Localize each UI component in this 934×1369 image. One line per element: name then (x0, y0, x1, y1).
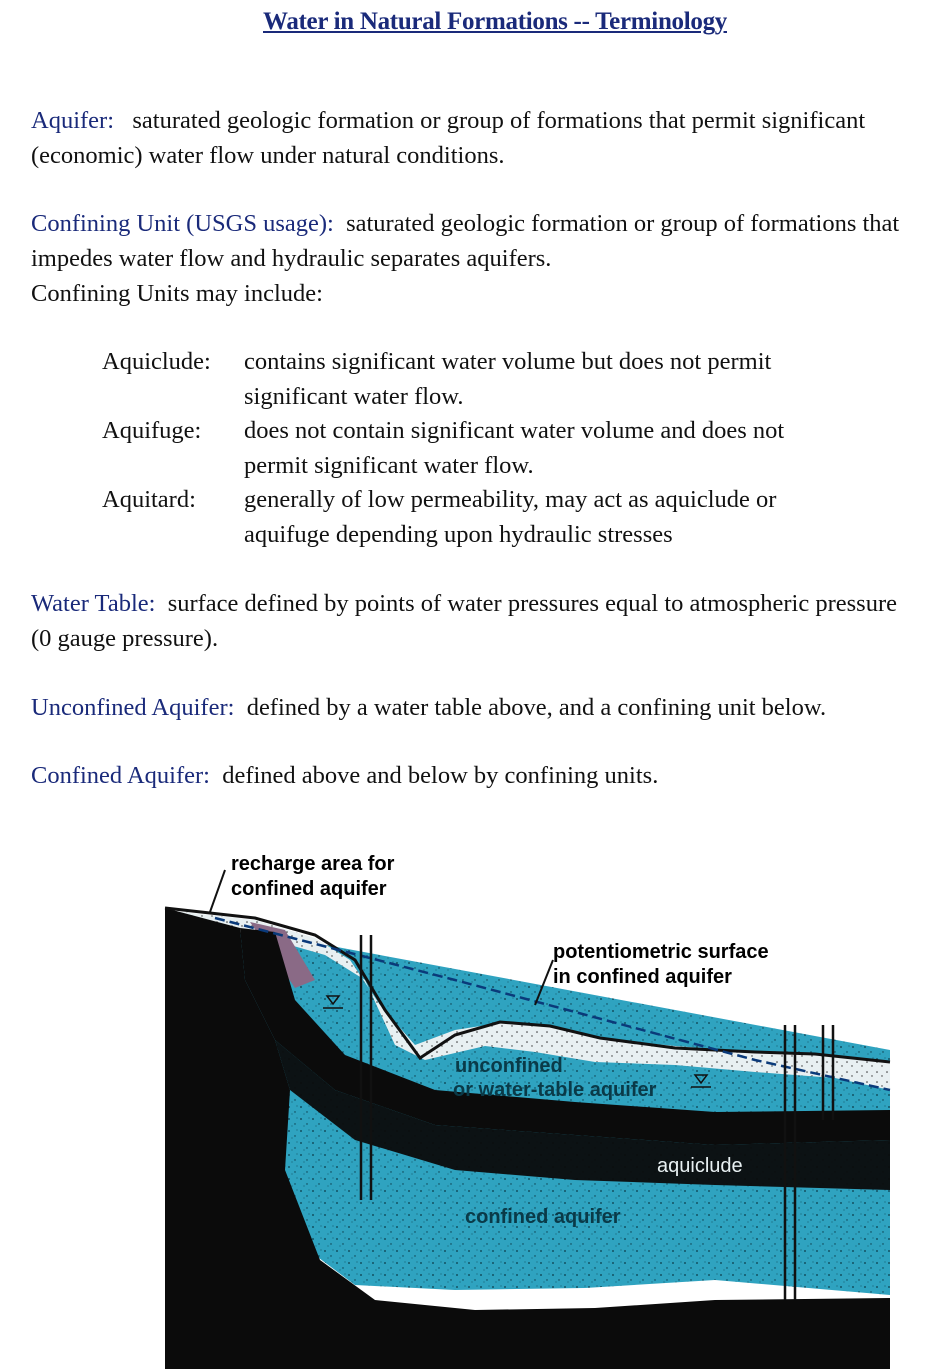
confined-aquifer-definition (31, 758, 921, 793)
potentiometric-label-2: in confined aquifer (553, 966, 732, 988)
unconfined-aquifer-term: Unconfined Aquifer: (31, 694, 235, 721)
unconfined-label-2: or water-table aquifer (453, 1079, 657, 1101)
aquitard-line-1: generally of low permeability, may act as aquiclude or (244, 486, 777, 513)
water-table-term: Water Table: (31, 590, 156, 617)
confining-unit-includes: Confining Units may include: (31, 280, 323, 307)
recharge-label-2: confined aquifer (231, 878, 387, 900)
aquiclude-line-2: significant water flow. (244, 383, 464, 410)
aquifuge-line-1: does not contain significant water volume and does not (244, 417, 785, 444)
aquifuge-line-2: permit significant water flow. (244, 452, 534, 479)
aquiclude-term: Aquiclude: (102, 348, 211, 375)
aquifuge-term: Aquifuge: (102, 417, 202, 444)
confined-aquifer-term: Confined Aquifer: (31, 762, 210, 789)
confined-aquifer-label: confined aquifer (465, 1206, 621, 1228)
potentiometric-label-1: potentiometric surface (553, 941, 769, 963)
confined-aquifer-text: defined above and below by confining units. (222, 762, 659, 789)
aquifer-term: Aquifer: (31, 107, 114, 134)
unconfined-label-1: unconfined (455, 1055, 563, 1077)
confining-unit-definition (31, 206, 921, 311)
unconfined-aquifer-definition (31, 690, 921, 725)
aquiclude-line-1: contains significant water volume but does not permit (244, 348, 772, 375)
aquifer-text: saturated geologic formation or group of formations that permit significant (economic) water flow under natural conditions. (31, 107, 866, 169)
unconfined-aquifer-text: defined by a water table above, and a confining unit below. (246, 694, 827, 721)
page-title: Water in Natural Formations -- Terminology (263, 8, 727, 35)
water-table-text: surface defined by points of water pressures equal to atmospheric pressure (0 gauge pressure). (31, 590, 897, 652)
aquiclude-label: aquiclude (657, 1155, 743, 1177)
confining-unit-text: saturated geologic formation or group of formations that impedes water flow and hydraulic separates aquifers. (31, 210, 900, 272)
aquitard-line-2: aquifuge depending upon hydraulic stresses (244, 521, 673, 548)
confining-unit-term: Confining Unit (USGS usage): (31, 210, 334, 237)
aquifer-cross-section-diagram (155, 840, 900, 1369)
aquitard-term: Aquitard: (102, 486, 196, 513)
water-table-definition (31, 586, 921, 656)
recharge-label-1: recharge area for (231, 853, 395, 875)
aquifer-definition (31, 103, 921, 173)
